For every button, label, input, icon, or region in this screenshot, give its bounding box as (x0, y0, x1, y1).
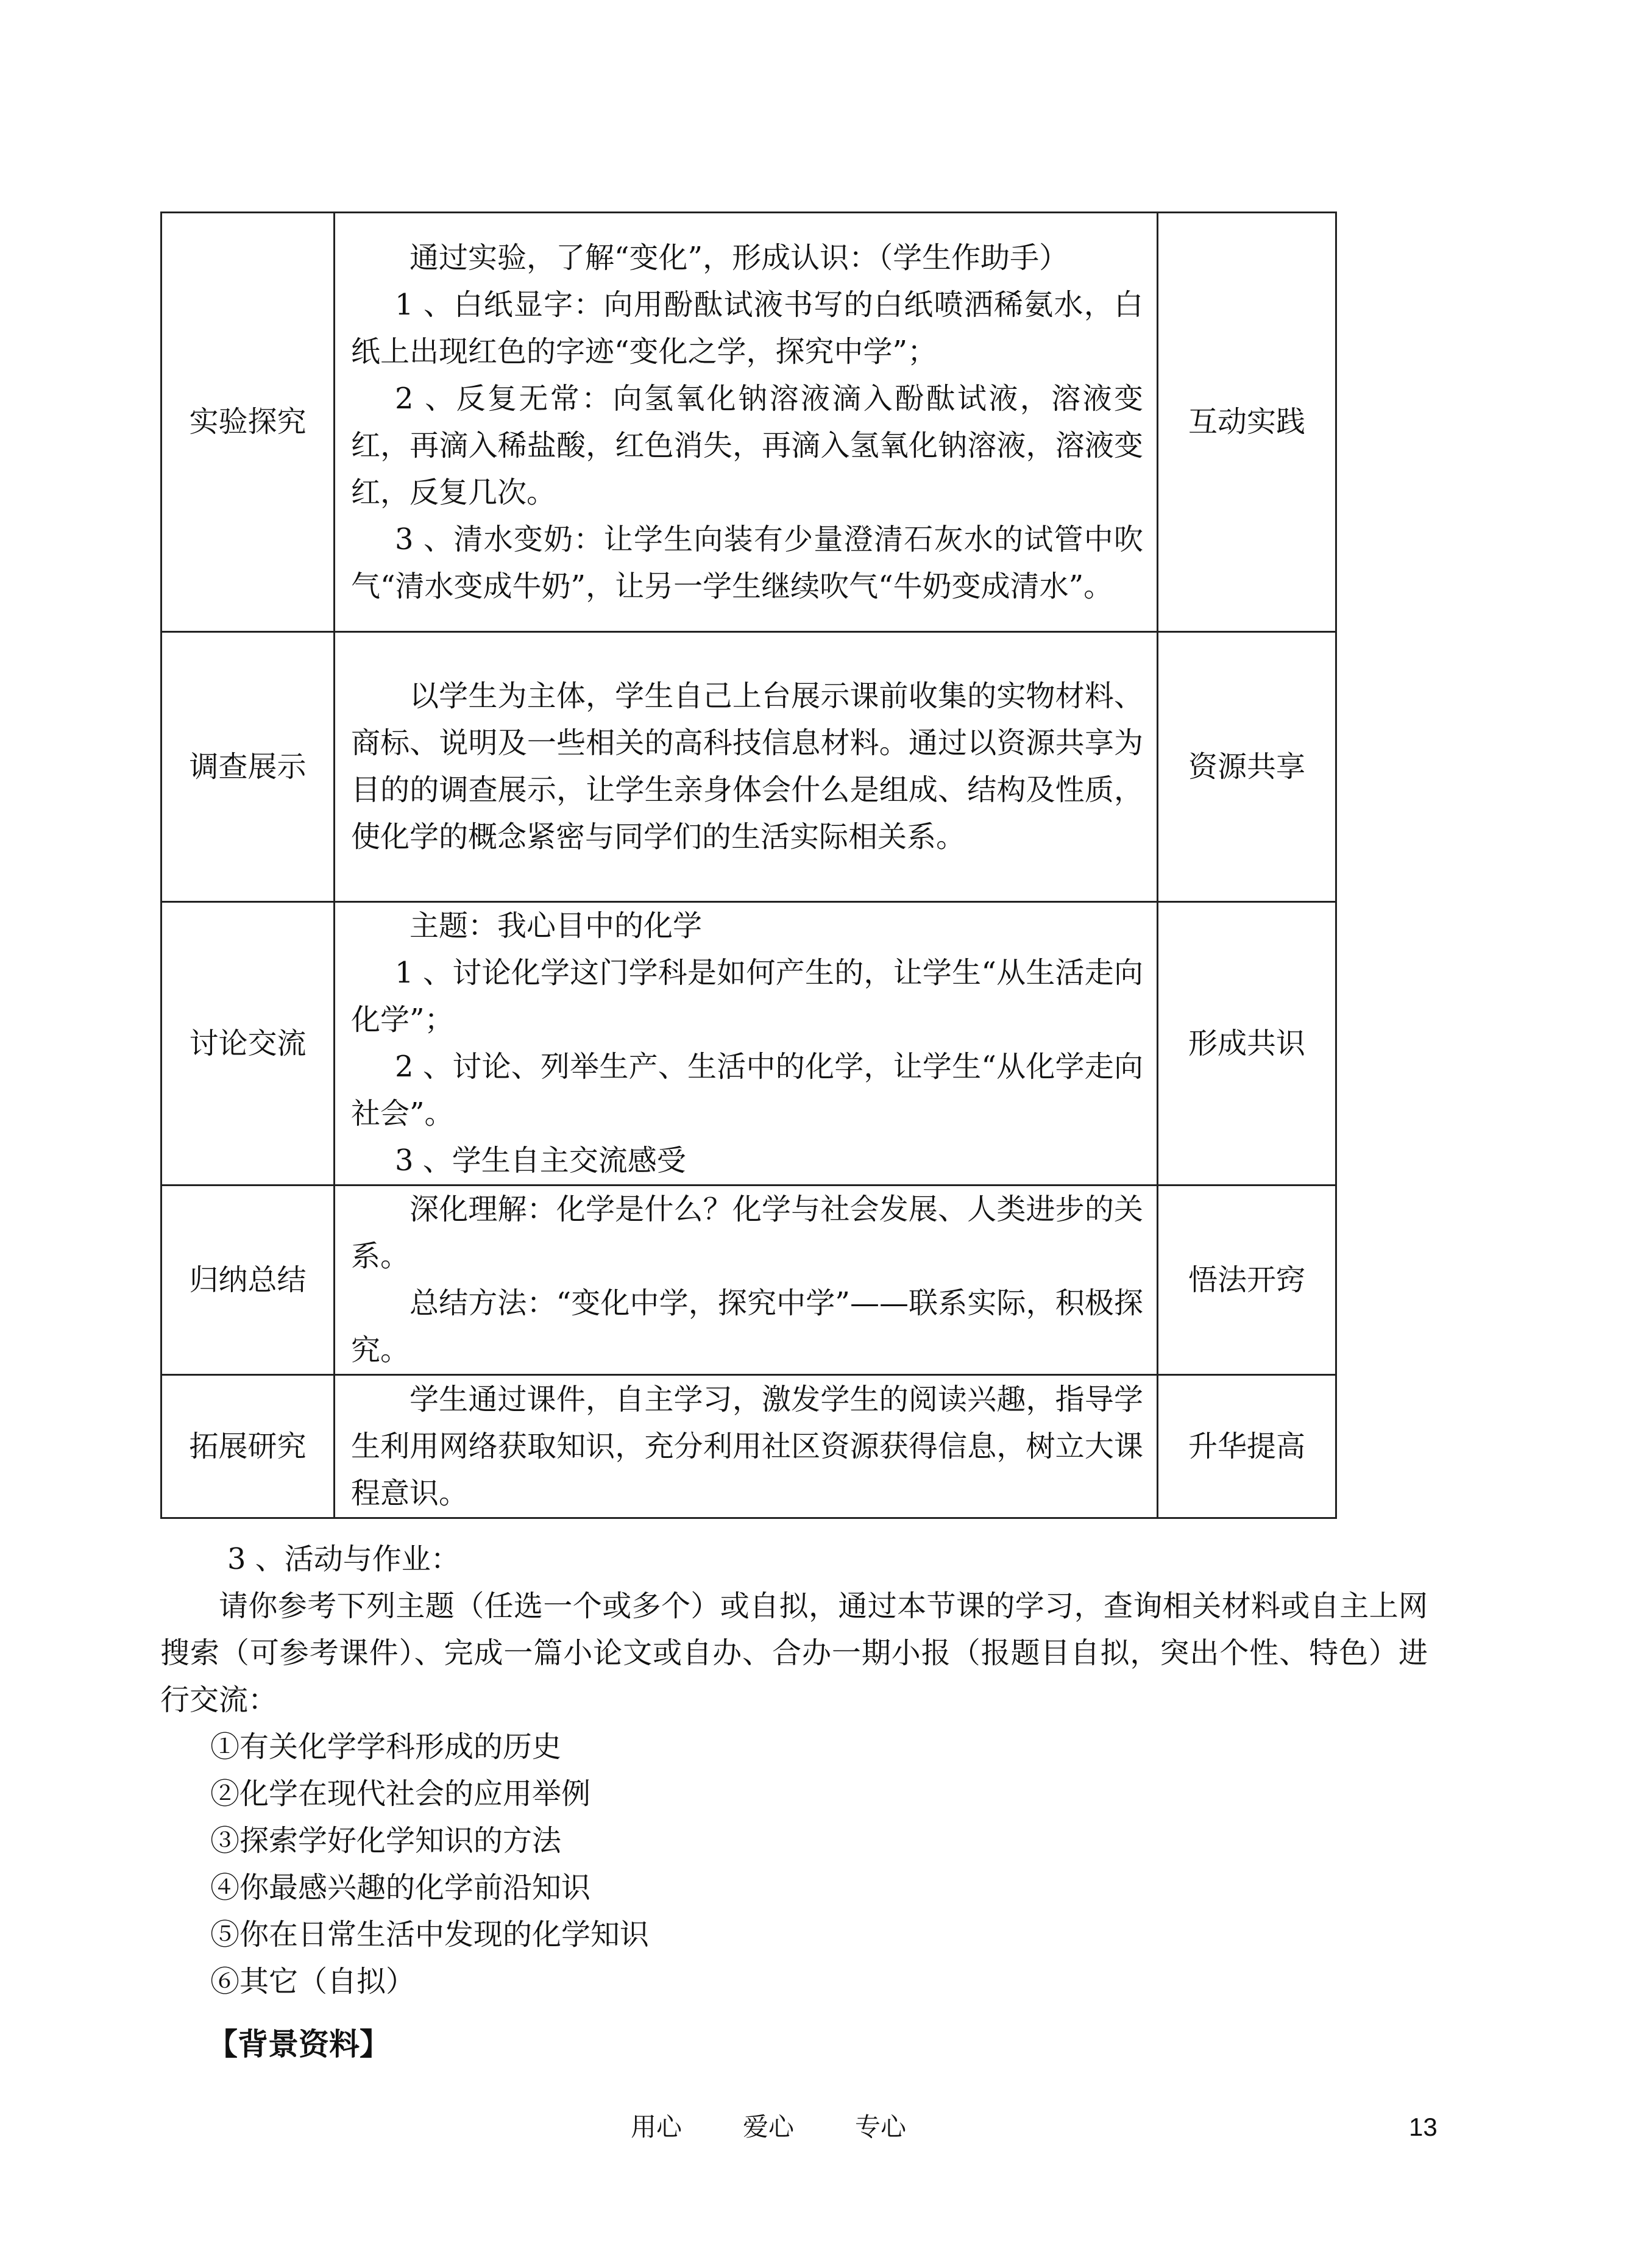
table-row (161, 1375, 1336, 1518)
stage-cell: 调查展示 (161, 632, 335, 902)
activity-section (160, 1536, 1440, 2005)
content-cell (335, 632, 1158, 902)
goal-cell: 资源共享 (1158, 632, 1336, 902)
content-cell (335, 213, 1158, 632)
stage-cell: 讨论交流 (161, 902, 335, 1186)
content-cell (335, 902, 1158, 1186)
content-paragraph: 3 、学生自主交流感受 (395, 1143, 686, 1178)
content-paragraph: 通过实验，了解“变化”，形成认识：（学生作助手） (410, 240, 1069, 275)
content-paragraph: 1 、讨论化学这门学科是如何产生的，让学生“从生活走向化学”； (351, 956, 1143, 1037)
page-number: 13 (1409, 2113, 1438, 2141)
content-paragraph: 深化理解：化学是什么？化学与社会发展、人类进步的关系。 (351, 1192, 1143, 1273)
stage-cell: 实验探究 (161, 213, 335, 632)
table-row (161, 902, 1336, 1186)
goal-cell: 互动实践 (1158, 213, 1336, 632)
content-cell (335, 1186, 1158, 1375)
table-row (161, 632, 1336, 902)
topic-item: ②化学在现代社会的应用举例 (210, 1777, 591, 1811)
goal-cell: 升华提高 (1158, 1375, 1336, 1518)
footer-motto (631, 2109, 967, 2145)
content-paragraph: 以学生为主体，学生自己上台展示课前收集的实物材料、商标、说明及一些相关的高科技信息材料。通过以资源共享为目的的调查展示，让学生亲身体会什么是组成、结构及性质，使化学的概念紧密与同学们的生活实际相关系。 (351, 679, 1143, 854)
table-row (161, 213, 1336, 632)
motto-word: 爱心 (743, 2112, 795, 2142)
activity-intro: 请你参考下列主题（任选一个或多个）或自拟，通过本节课的学习，查询相关材料或自主上网搜索（可参考课件）、完成一篇小论文或自办、合办一期小报（报题目自拟，突出个性、特色）进行交流： (160, 1589, 1428, 1717)
topic-item: ⑥其它（自拟） (210, 1964, 416, 1999)
stage-cell: 归纳总结 (161, 1186, 335, 1375)
content-paragraph: 2 、反复无常：向氢氧化钠溶液滴入酚酞试液，溶液变红，再滴入稀盐酸，红色消失，再滴入氢氧化钠溶液，溶液变红，反复几次。 (351, 381, 1143, 510)
background-title: 【背景资料】 (207, 2026, 390, 2062)
topic-item: ③探索学好化学知识的方法 (210, 1824, 562, 1858)
content-paragraph: 1 、白纸显字：向用酚酞试液书写的白纸喷洒稀氨水，白纸上出现红色的字迹“变化之学，探究中学”； (351, 287, 1143, 369)
motto-word: 专心 (855, 2112, 907, 2142)
content-cell (335, 1375, 1158, 1518)
content-paragraph: 3 、清水变奶：让学生向装有少量澄清石灰水的试管中吹气“清水变成牛奶”，让另一学生继续吹气“牛奶变成清水”。 (351, 522, 1143, 603)
activity-heading: 3 、活动与作业： (227, 1542, 460, 1576)
stage-cell: 拓展研究 (161, 1375, 335, 1518)
goal-cell: 形成共识 (1158, 902, 1336, 1186)
goal-cell: 悟法开窍 (1158, 1186, 1336, 1375)
topic-item: ④你最感兴趣的化学前沿知识 (210, 1871, 591, 1905)
motto-word: 用心 (631, 2112, 682, 2142)
content-paragraph: 学生通过课件，自主学习，激发学生的阅读兴趣，指导学生利用网络获取知识，充分利用社区资源获得信息，树立大课程意识。 (351, 1382, 1143, 1510)
topic-item: ①有关化学学科形成的历史 (210, 1730, 562, 1764)
table-row (161, 1186, 1336, 1375)
lesson-process-table (160, 212, 1337, 1519)
content-paragraph: 总结方法：“变化中学，探究中学”——联系实际，积极探究。 (351, 1286, 1143, 1367)
content-paragraph: 主题：我心目中的化学 (410, 909, 703, 943)
topic-item: ⑤你在日常生活中发现的化学知识 (210, 1918, 650, 1952)
content-paragraph: 2 、讨论、列举生产、生活中的化学，让学生“从化学走向社会”。 (351, 1050, 1143, 1131)
